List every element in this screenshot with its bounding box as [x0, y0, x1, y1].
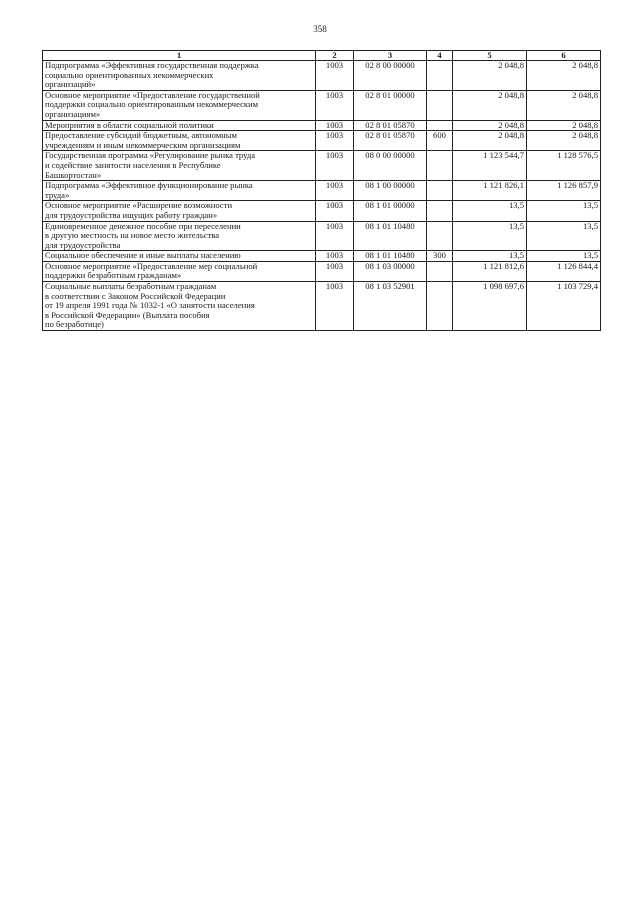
item-name: Единовременное денежное пособие при переселении в другую местность на новое место жительства для трудоустройства [43, 221, 316, 251]
amount-col5: 13,5 [453, 221, 527, 251]
budget-table [42, 50, 601, 331]
section-code: 1003 [316, 120, 354, 131]
column-header: 5 [453, 51, 527, 61]
table-row [43, 120, 601, 131]
section-code: 1003 [316, 282, 354, 331]
table-row [43, 282, 601, 331]
expense-type-code: 300 [427, 251, 453, 262]
item-name: Социальные выплаты безработным гражданам в соответствии с Законом Российской Федерации от 19 апреля 1991 года № 1032-1 «О занятости населения в Российской Федерации» (Выплата пособия по безработице) [43, 282, 316, 331]
expense-type-code [427, 90, 453, 120]
amount-col6: 2 048,8 [527, 120, 601, 131]
column-header: 1 [43, 51, 316, 61]
expense-type-code: 600 [427, 131, 453, 151]
item-name: Подпрограмма «Эффективная государственная поддержка социально ориентированных некоммерческих организаций» [43, 61, 316, 91]
table-header-row [43, 51, 601, 61]
item-name: Предоставление субсидий бюджетным, автономным учреждениям и иным некоммерческим организациям [43, 131, 316, 151]
amount-col5: 1 098 697,6 [453, 282, 527, 331]
expense-type-code [427, 221, 453, 251]
item-name: Государственная программа «Регулирование рынка труда и содействие занятости населения в Республике Башкортостан» [43, 151, 316, 181]
table-row [43, 261, 601, 281]
amount-col5: 2 048,8 [453, 90, 527, 120]
section-code: 1003 [316, 61, 354, 91]
section-code: 1003 [316, 151, 354, 181]
table-row [43, 221, 601, 251]
amount-col6: 2 048,8 [527, 90, 601, 120]
column-header: 2 [316, 51, 354, 61]
target-article-code: 08 1 01 10480 [354, 251, 427, 262]
item-name: Основное мероприятие «Расширение возможности для трудоустройства ищущих работу граждан» [43, 201, 316, 221]
expense-type-code [427, 181, 453, 201]
column-header: 4 [427, 51, 453, 61]
target-article-code: 08 0 00 00000 [354, 151, 427, 181]
amount-col5: 13,5 [453, 251, 527, 262]
table-row [43, 201, 601, 221]
section-code: 1003 [316, 90, 354, 120]
section-code: 1003 [316, 201, 354, 221]
amount-col6: 1 126 844,4 [527, 261, 601, 281]
expense-type-code [427, 151, 453, 181]
page-number: 358 [313, 24, 327, 34]
target-article-code: 08 1 03 52901 [354, 282, 427, 331]
table-row [43, 131, 601, 151]
section-code: 1003 [316, 131, 354, 151]
table-row [43, 181, 601, 201]
item-name: Основное мероприятие «Предоставление мер социальной поддержки безработным гражданам» [43, 261, 316, 281]
amount-col6: 13,5 [527, 201, 601, 221]
amount-col6: 1 128 576,5 [527, 151, 601, 181]
target-article-code: 08 1 01 00000 [354, 201, 427, 221]
amount-col6: 2 048,8 [527, 131, 601, 151]
expense-type-code [427, 282, 453, 331]
target-article-code: 02 8 01 05870 [354, 131, 427, 151]
section-code: 1003 [316, 261, 354, 281]
target-article-code: 02 8 00 00000 [354, 61, 427, 91]
section-code: 1003 [316, 181, 354, 201]
section-code: 1003 [316, 251, 354, 262]
amount-col6: 1 103 729,4 [527, 282, 601, 331]
expense-type-code [427, 201, 453, 221]
target-article-code: 08 1 00 00000 [354, 181, 427, 201]
item-name: Основное мероприятие «Предоставление государственной поддержки социально ориентированным некоммерческим организациям» [43, 90, 316, 120]
table-row [43, 251, 601, 262]
table-row [43, 90, 601, 120]
expense-type-code [427, 261, 453, 281]
item-name: Социальное обеспечение и иные выплаты населению [43, 251, 316, 262]
amount-col5: 1 121 812,6 [453, 261, 527, 281]
target-article-code: 08 1 01 10480 [354, 221, 427, 251]
amount-col6: 1 126 857,9 [527, 181, 601, 201]
table-row [43, 61, 601, 91]
amount-col5: 13,5 [453, 201, 527, 221]
amount-col5: 1 123 544,7 [453, 151, 527, 181]
column-header: 6 [527, 51, 601, 61]
target-article-code: 02 8 01 00000 [354, 90, 427, 120]
amount-col5: 2 048,8 [453, 120, 527, 131]
target-article-code: 02 8 01 05870 [354, 120, 427, 131]
section-code: 1003 [316, 221, 354, 251]
table-row [43, 151, 601, 181]
expense-type-code [427, 120, 453, 131]
item-name: Мероприятия в области социальной политики [43, 120, 316, 131]
target-article-code: 08 1 03 00000 [354, 261, 427, 281]
expense-type-code [427, 61, 453, 91]
amount-col5: 2 048,8 [453, 131, 527, 151]
item-name: Подпрограмма «Эффективное функционирование рынка труда» [43, 181, 316, 201]
column-header: 3 [354, 51, 427, 61]
amount-col5: 2 048,8 [453, 61, 527, 91]
amount-col6: 13,5 [527, 221, 601, 251]
amount-col5: 1 121 826,1 [453, 181, 527, 201]
amount-col6: 2 048,8 [527, 61, 601, 91]
amount-col6: 13,5 [527, 251, 601, 262]
